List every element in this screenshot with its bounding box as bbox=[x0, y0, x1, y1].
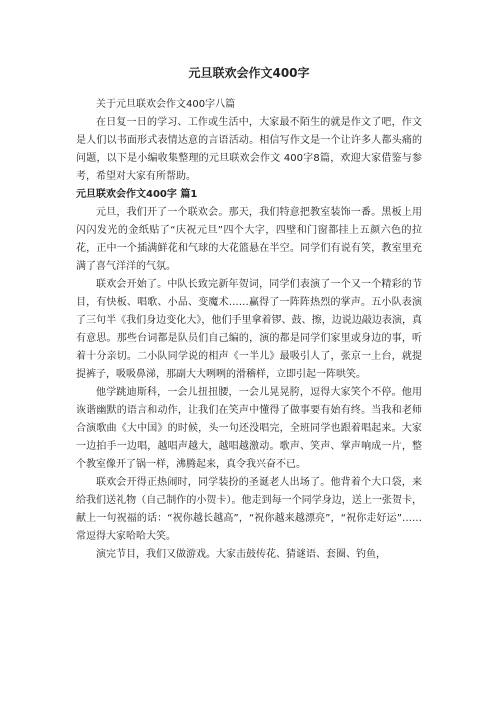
section-heading: 元旦联欢会作文400字 篇1 bbox=[76, 189, 198, 200]
document-page bbox=[76, 64, 422, 564]
body-paragraph: 联欢会开得正热闹时，同学装扮的圣诞老人出场了。他背着个大口袋，来给我们送礼物（自己制作的小贺卡）。他走到每一个同学身边，送上一张贺卡，献上一句祝福的话：“祝你越长越高”，“祝你越来越漂亮”，“祝你走好运”……常逗得大家哈哈大笑。 bbox=[76, 477, 422, 542]
intro-paragraph: 在日复一日的学习、工作或生活中，大家最不陌生的就是作文了吧，作文是人们以书面形式表情达意的言语活动。相信写作文是一个让许多人都头痛的问题，以下是小编收集整理的元旦联欢会作文 400字8篇，欢迎大家借鉴与参考，希望对大家有所帮助。 bbox=[76, 117, 422, 182]
body-paragraph: 元旦，我们开了一个联欢会。那天，我们特意把教室装饰一番。黑板上用闪闪发光的金纸贴了“庆祝元旦”四个大字，四壁和门窗都挂上五颜六色的拉花，正中一个插满鲜花和气球的大花篮悬在半空。同学们有说有笑，教室里充满了喜气洋洋的气氛。 bbox=[76, 207, 422, 272]
body-paragraph: 演完节目，我们又做游戏。大家击鼓传花、猜谜语、套圈、钓鱼， bbox=[96, 549, 386, 560]
body-paragraph: 联欢会开始了。中队长致完新年贺词，同学们表演了一个又一个精彩的节目，有快板、唱歌、小品、变魔术……赢得了一阵阵热烈的掌声。五小队表演了三句半《我们身边变化大》，他们手里拿着锣、鼓、擦，边说边敲边表演，真有意思。那些台词都是队员们自己编的，演的都是同学们家里或身边的事，听着十分亲切。二小队同学说的相声《一半儿》最吸引人了，张京一上台，就提提裤子，吸吸鼻涕，那副大大咧咧的滑稽样，立即引起一阵哄笑。 bbox=[76, 279, 422, 380]
page-title: 元旦联欢会作文400字 bbox=[188, 66, 310, 80]
body-paragraph: 他学跳迪斯科，一会儿扭扭腰，一会儿晃晃胯，逗得大家笑个不停。他用诙谐幽默的语言和动作，让我们在笑声中懂得了做事要有始有终。当我和老师合演歌曲《大中国》的时候，头一句还没唱完，全班同学也跟着唱起来。大家一边拍手一边唱，越唱声越大，越唱越激动。歌声、笑声、掌声响成一片，整个教室像开了锅一样，沸腾起来，真令我兴奋不已。 bbox=[76, 387, 422, 470]
intro-line: 关于元旦联欢会作文400字八篇 bbox=[96, 99, 236, 110]
